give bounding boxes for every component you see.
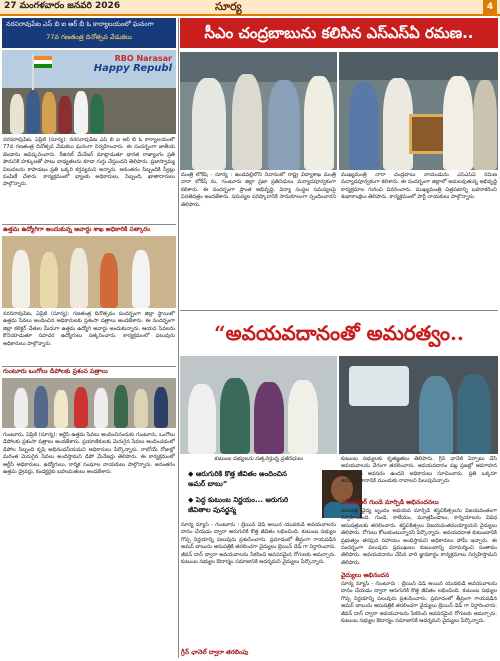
hospital-photo [339,356,498,454]
story2-column3: ఆసుపత్రి వైద్య బృందం అవయవ మార్పిడి శస్త్రచికిత్సలను విజయవంతంగా నిర్వహించింది. గుండె, కాలేయం, మూత్రపిండాలు, కార్నియాలను వివిధ ఆసుపత్రులకు తరలించారు. శస్త్రచికిత్సలు విజయవంతమయ్యాయని వైద్యులు తెలిపారు. రోగులు కోలుకుంటున్నారని పేర్కొన్నారు. అవయవదాత కుటుంబానికి ప్రభుత్వం తరఫున సహాయం అందిస్తామని అధికారులు హామీ ఇచ్చారు. ఈ సందర్భంగా పలువురు ప్రముఖులు కుటుంబాన్ని పరామర్శించి సంతాపం తెలిపారు. అవయవదానం చేసిన వారి జ్ఞాపకార్థం కార్యక్రమాలు నిర్వహిస్తామని తెలిపారు. [341,508,497,566]
depot-award-photo [2,378,176,428]
story2-subhead-c: గ్రీన్ ఛానెల్ ద్వారా తరలింపు [181,649,249,656]
left-depot-body: గుంటూరు, ఏప్రిల్ (సూర్య): ఆర్టీసీ ఉత్తమ సేవలు అందించినందుకు గుంటూరు, ఒంగోలు డిపోలకు ప్రశంసా పత్రాలు అందజేశారు. ప్రయాణికులకు మెరుగైన సేవలు అందించడంలో డిపోల సిబ్బంది కృషి అభినందనీయమని అధికారులు పేర్కొన్నారు. రాబోయే రోజుల్లో మరింత మెరుగైన సేవలు అందిస్తామని డిపో మేనేజర్లు తెలిపారు. ఈ కార్యక్రమంలో ఆర్టీసీ అధికారులు, ఉద్యోగులు, కార్మిక సంఘాల నాయకులు పాల్గొన్నారు. అనంతరం ఉత్తమ డ్రైవర్లు, కండక్టర్లకు బహుమతులు అందజేశారు. [3,432,175,476]
story2-subhead-b: వైద్యులు అభినందన [341,572,390,579]
story2-photo-caption: కుటుంబ సభ్యులను సత్కరిస్తున్న ప్రతినిధులు [214,456,303,462]
page-number: 4 [483,0,497,14]
issue-date: 27 మంగళవారం జనవరి 2026 [4,1,121,11]
lokesh-meeting-photo [180,52,337,170]
banner-text-line2: Happy Republ [93,63,172,74]
flag-hoisting-photo [2,50,176,134]
banner-text-line1: RBO Narasar [114,54,172,63]
left-story-body: నరసరావుపేట, ఏప్రిల్ (సూర్య): నరసరావుపేట ఎస్ బి ఐ ఆర్ బి ఓ కార్యాలయంలో 77వ గణతంత్ర దినోత్సవ వేడుకలు ఘనంగా నిర్వహించారు. ఈ సందర్భంగా జాతీయ జెండాను ఆవిష్కరించారు. రీజినల్ మేనేజర్ మాట్లాడుతూ భారత రాజ్యాంగం ప్రతి పౌరునికి హక్కులతో పాటు బాధ్యతలను కూడా గుర్తు చేస్తుందని తెలిపారు. ప్రజాస్వామ్య విలువలను కాపాడటం ప్రతి ఒక్కరి కర్తవ్యమని అన్నారు. అనంతరం సిబ్బందికి స్వీట్లు పంపిణీ చేశారు. కార్యక్రమంలో బ్యాంకు అధికారులు, సిబ్బంది, ఖాతాదారులు పాల్గొన్నారు. [3,137,175,188]
story2-subhead-a: ఎస్ఎస్ఆర్ గుండె మార్పిడి అభినందనలు [341,499,439,506]
left-subhead-depots: గుంటూరు ఒంగోలు డిపోలకు ప్రశంస పత్రాలు [3,368,108,375]
left-header-line1: నరసరావుపేట ఎస్ బి ఐ ఆర్ బీ ఓ కార్యాలయంలో ఘనంగా [6,20,154,28]
story2-headline: “అవయవదానంతో అమరత్వం.. [214,321,464,345]
story2-column2: కుటుంబ సభ్యులకు కృతజ్ఞతలు తెలిపారు. గ్రీన్ ఛానెల్ ఏర్పాటు చేసి అవయవాలను వేగంగా తరలించారు. అవయవదానం పట్ల ప్రజల్లో అవగాహన పెంచాల్సిన అవసరం ఉందని అధికారులు సూచించారు. ప్రతి ఒక్కరూ అవయవదానానికి ముందుకు రావాలని పిలుపునిచ్చారు. [341,456,497,485]
pull-quote-1a: ఆరుగురికి కొత్త జీవితం అందించిన [195,470,287,478]
left-header-line2: 77వ గణతంత్ర దినోత్సవ వేడుకలు [46,33,132,41]
story2-column3-continued: సూర్య న్యూస్ - గుంటూరు : బ్రెయిన్ డెడ్ అయిన యువకుడి అవయవాలను దానం చేయడం ద్వారా ఆరుగురికి కొత్త జీవితం లభించింది. కుటుంబ సభ్యుల గొప్ప నిర్ణయాన్ని పలువురు ప్రశంసించారు. ప్రమాదంలో తీవ్రంగా గాయపడిన అమర్ బాబును ఆసుపత్రికి తరలించగా వైద్యులు బ్రెయిన్ డెడ్ గా నిర్ధారించారు. జీవన్ దాన్ ద్వారా అవయవాలను సేకరించి అవసరమైన రోగులకు అమర్చారు. కుటుంబ సభ్యుల ఔదార్యం సమాజానికి ఆదర్శమని వైద్యులు పేర్కొన్నారు. [341,581,497,625]
newspaper-name: సూర్య [215,0,242,13]
story1-caption-left: మంత్రి లోకేష్ - సూర్య : ఉండవల్లిలోని నివాసంలో రాష్ట్ర విద్యాశాఖ మంత్రి నారా లోకేష్ ను, గుంటూరు జిల్లా ప్రజా ప్రతినిధులు మర్యాదపూర్వకంగా కలిశారు. ఈ సందర్భంగా ప్రాంత అభివృద్ధి, విద్యా సంస్థల సమస్యలపై వినతిపత్రం అందజేశారు. సమస్యల పరిష్కారానికి సానుకూలంగా స్పందించారని తెలిపారు. [181,172,336,208]
left-story-header [2,18,176,48]
left-subhead-award: ఉత్తమ ఉద్యోగిగా అందుకున్న అవార్డు శాఖ అధికారికి సత్కారం [3,226,151,233]
award-photo [2,236,176,308]
organ-donation-family-photo [180,356,337,454]
pull-quote-1b: అమర్ బాబు” [188,480,228,488]
story2-column1: సూర్య న్యూస్ - గుంటూరు : బ్రెయిన్ డెడ్ అయిన యువకుడి అవయవాలను దానం చేయడం ద్వారా ఆరుగురికి కొత్త జీవితం లభించింది. కుటుంబ సభ్యుల గొప్ప నిర్ణయాన్ని పలువురు ప్రశంసించారు. ప్రమాదంలో తీవ్రంగా గాయపడిన అమర్ బాబును ఆసుపత్రికి తరలించగా వైద్యులు బ్రెయిన్ డెడ్ గా నిర్ధారించారు. జీవన్ దాన్ ద్వారా అవయవాలను సేకరించి అవసరమైన రోగులకు అమర్చారు. కుటుంబ సభ్యుల ఔదార్యం సమాజానికి ఆదర్శమని వైద్యులు పేర్కొన్నారు. [181,522,336,566]
page-header-bar [0,0,500,16]
pull-quote-2: ◆ పెద్ద కుటుంబ నిర్ణయం... ఆరుగురి జీవితాల పునర్జన్మ [188,496,289,514]
story1-caption-right: ముఖ్యమంత్రి నారా చంద్రబాబు నాయుడును ఎస్ఎస్ఏ రమణ మర్యాదపూర్వకంగా కలిశారు. ఈ సందర్భంగా జిల్లాలో అమలవుతున్న అభివృద్ధి కార్యక్రమాల గురించి వివరించారు. ముఖ్యమంత్రి చిత్రపటాన్ని బహూకరించి శుభాకాంక్షలు తెలిపారు. కార్యక్రమంలో పార్టీ నాయకులు పాల్గొన్నారు. [341,172,497,201]
story1-headline: సీఎం చంద్రబాబును కలిసిన ఎస్ఎస్ఏ రమణ.. [180,18,498,48]
pull-quote-2a: పెద్ద కుటుంబ నిర్ణయం... ఆరుగురి [195,496,289,504]
pull-quote-1: ◆ ఆరుగురికి కొత్త జీవితం అందించిన అమర్ బాబు” [188,470,287,488]
cm-meeting-photo [339,52,498,170]
left-award-body: నరసరావుపేట, ఏప్రిల్ (సూర్య): గణతంత్ర దినోత్సవం సందర్భంగా జిల్లా స్థాయిలో ఉత్తమ సేవలు అందించిన అధికారులకు ప్రశంసా పత్రాలు అందజేశారు. ఈ సందర్భంగా జిల్లా కలెక్టర్ చేతుల మీదుగా ఉత్తమ ఉద్యోగి అవార్డు అందుకున్నారు. ఆయన సేవలను కొనియాడుతూ సహచర ఉద్యోగులు సత్కరించారు. కార్యక్రమంలో పలువురు అధికారులు పాల్గొన్నారు. [3,311,175,347]
pull-quote-2b: జీవితాల పునర్జన్మ [188,506,236,514]
